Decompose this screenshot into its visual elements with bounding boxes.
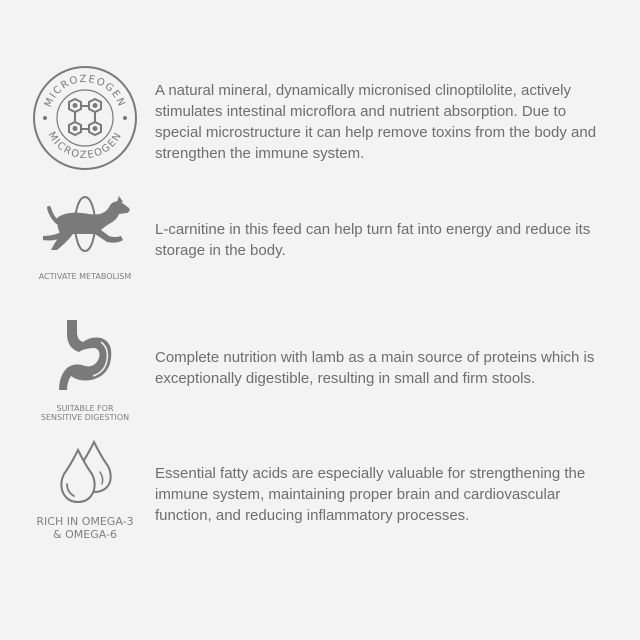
- stomach-icon: [55, 318, 115, 392]
- feature-icon-column: [20, 318, 150, 422]
- feature-description: L-carnitine in this feed can help turn fat into energy and reduce its storage in the body.: [155, 221, 591, 259]
- running-dog-icon: [37, 196, 133, 258]
- feature-description: Complete nutrition with lamb as a main source of proteins which is exceptionally digestible, resulting in small and firm stools.: [155, 349, 595, 387]
- feature-icon-column: [20, 196, 150, 281]
- feature-description: A natural mineral, dynamically micronised clinoptilolite, actively stimulates intestinal microflora and nutrient absorption. Due to special microstructure it can help remove toxins from the body and strengthen the immune system.: [155, 82, 597, 162]
- feature-caption: RICH IN OMEGA-3 & OMEGA-6: [36, 515, 134, 541]
- svg-text:MICROZEOGEN: [43, 74, 127, 109]
- feature-description: Essential fatty acids are especially valuable for strengthening the immune system, maintaining proper brain and cardiovascular function, and reducing inflammatory processes.: [155, 465, 586, 524]
- feature-caption: SUITABLE FOR SENSITIVE DIGESTION: [40, 404, 130, 423]
- badge-text-top: MICROZEOGEN: [42, 73, 128, 110]
- badge-text-bottom: MICROZEOGEN: [45, 130, 125, 162]
- oil-drops-icon: [56, 440, 114, 506]
- microzeogen-badge-icon: [31, 64, 139, 172]
- feature-icon-column: [20, 64, 150, 172]
- feature-icon-column: [20, 440, 150, 541]
- feature-caption: ACTIVATE METABOLISM: [38, 272, 132, 281]
